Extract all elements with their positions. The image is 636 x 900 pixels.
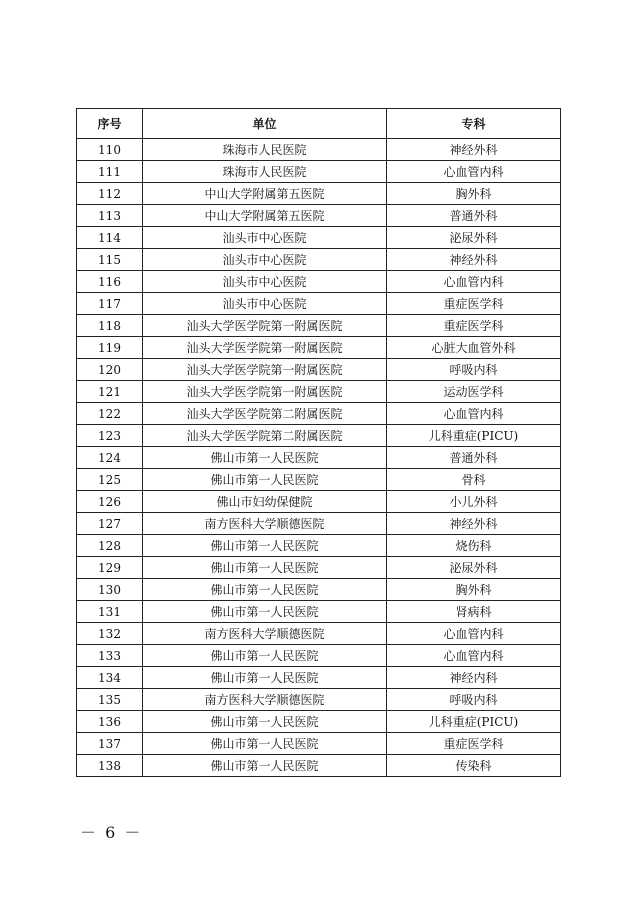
- page-number: － 6 －: [80, 823, 143, 842]
- cell-specialty: 心血管内科: [387, 645, 561, 667]
- cell-index: 130: [77, 579, 143, 601]
- cell-specialty: 心血管内科: [387, 271, 561, 293]
- cell-unit: 汕头大学医学院第一附属医院: [143, 315, 387, 337]
- cell-index: 111: [77, 161, 143, 183]
- table-row: [77, 733, 561, 755]
- cell-index: 132: [77, 623, 143, 645]
- cell-unit: 佛山市第一人民医院: [143, 601, 387, 623]
- cell-specialty: 神经内科: [387, 667, 561, 689]
- cell-index: 131: [77, 601, 143, 623]
- cell-index: 110: [77, 139, 143, 161]
- cell-specialty: 神经外科: [387, 249, 561, 271]
- cell-unit: 佛山市第一人民医院: [143, 733, 387, 755]
- cell-specialty: 泌尿外科: [387, 557, 561, 579]
- table-body: [77, 139, 561, 777]
- table-row: [77, 315, 561, 337]
- table-row: [77, 667, 561, 689]
- table-row: [77, 711, 561, 733]
- cell-unit: 汕头市中心医院: [143, 271, 387, 293]
- table-row: [77, 645, 561, 667]
- cell-specialty: 呼吸内科: [387, 359, 561, 381]
- table-row: [77, 249, 561, 271]
- cell-unit: 佛山市第一人民医院: [143, 535, 387, 557]
- table-row: [77, 381, 561, 403]
- table-row: [77, 491, 561, 513]
- specialty-table: [76, 108, 561, 777]
- table-row: [77, 601, 561, 623]
- cell-unit: 南方医科大学顺德医院: [143, 623, 387, 645]
- cell-unit: 汕头市中心医院: [143, 293, 387, 315]
- cell-specialty: 骨科: [387, 469, 561, 491]
- cell-unit: 珠海市人民医院: [143, 161, 387, 183]
- cell-specialty: 心血管内科: [387, 161, 561, 183]
- cell-index: 113: [77, 205, 143, 227]
- cell-specialty: 神经外科: [387, 513, 561, 535]
- cell-unit: 汕头市中心医院: [143, 249, 387, 271]
- cell-index: 112: [77, 183, 143, 205]
- cell-unit: 汕头大学医学院第二附属医院: [143, 403, 387, 425]
- cell-index: 133: [77, 645, 143, 667]
- table-row: [77, 755, 561, 777]
- table-row: [77, 271, 561, 293]
- cell-unit: 南方医科大学顺德医院: [143, 689, 387, 711]
- cell-specialty: 儿科重症(PICU): [387, 425, 561, 447]
- cell-specialty: 重症医学科: [387, 293, 561, 315]
- cell-specialty: 心血管内科: [387, 623, 561, 645]
- cell-specialty: 普通外科: [387, 205, 561, 227]
- cell-index: 120: [77, 359, 143, 381]
- cell-specialty: 呼吸内科: [387, 689, 561, 711]
- cell-index: 125: [77, 469, 143, 491]
- cell-index: 121: [77, 381, 143, 403]
- cell-index: 119: [77, 337, 143, 359]
- cell-unit: 中山大学附属第五医院: [143, 205, 387, 227]
- cell-specialty: 普通外科: [387, 447, 561, 469]
- cell-unit: 佛山市第一人民医院: [143, 557, 387, 579]
- cell-index: 137: [77, 733, 143, 755]
- table-row: [77, 403, 561, 425]
- cell-specialty: 泌尿外科: [387, 227, 561, 249]
- cell-unit: 汕头大学医学院第一附属医院: [143, 337, 387, 359]
- cell-index: 114: [77, 227, 143, 249]
- cell-unit: 中山大学附属第五医院: [143, 183, 387, 205]
- cell-specialty: 肾病科: [387, 601, 561, 623]
- cell-index: 128: [77, 535, 143, 557]
- cell-index: 118: [77, 315, 143, 337]
- cell-index: 136: [77, 711, 143, 733]
- cell-unit: 汕头市中心医院: [143, 227, 387, 249]
- cell-unit: 佛山市第一人民医院: [143, 469, 387, 491]
- cell-unit: 佛山市第一人民医院: [143, 667, 387, 689]
- cell-index: 115: [77, 249, 143, 271]
- cell-specialty: 胸外科: [387, 579, 561, 601]
- cell-index: 123: [77, 425, 143, 447]
- table-row: [77, 623, 561, 645]
- cell-index: 122: [77, 403, 143, 425]
- cell-specialty: 重症医学科: [387, 315, 561, 337]
- cell-index: 117: [77, 293, 143, 315]
- table-row: [77, 513, 561, 535]
- table-row: [77, 227, 561, 249]
- cell-unit: 汕头大学医学院第一附属医院: [143, 359, 387, 381]
- cell-unit: 佛山市第一人民医院: [143, 447, 387, 469]
- cell-specialty: 心脏大血管外科: [387, 337, 561, 359]
- cell-unit: 佛山市第一人民医院: [143, 579, 387, 601]
- cell-index: 129: [77, 557, 143, 579]
- cell-index: 138: [77, 755, 143, 777]
- table-row: [77, 469, 561, 491]
- cell-specialty: 运动医学科: [387, 381, 561, 403]
- table-row: [77, 535, 561, 557]
- header-unit: 单位: [143, 109, 387, 139]
- table-row: [77, 579, 561, 601]
- cell-unit: 南方医科大学顺德医院: [143, 513, 387, 535]
- table-row: [77, 359, 561, 381]
- cell-specialty: 小儿外科: [387, 491, 561, 513]
- header-specialty: 专科: [387, 109, 561, 139]
- cell-unit: 佛山市第一人民医院: [143, 755, 387, 777]
- table-row: [77, 557, 561, 579]
- cell-unit: 佛山市第一人民医院: [143, 645, 387, 667]
- cell-index: 127: [77, 513, 143, 535]
- table-row: [77, 293, 561, 315]
- table-header-row: [77, 109, 561, 139]
- cell-specialty: 胸外科: [387, 183, 561, 205]
- cell-specialty: 烧伤科: [387, 535, 561, 557]
- cell-unit: 佛山市妇幼保健院: [143, 491, 387, 513]
- cell-index: 135: [77, 689, 143, 711]
- cell-specialty: 重症医学科: [387, 733, 561, 755]
- table-row: [77, 337, 561, 359]
- table-row: [77, 161, 561, 183]
- table-row: [77, 425, 561, 447]
- cell-unit: 佛山市第一人民医院: [143, 711, 387, 733]
- cell-unit: 汕头大学医学院第一附属医院: [143, 381, 387, 403]
- cell-index: 116: [77, 271, 143, 293]
- cell-unit: 珠海市人民医院: [143, 139, 387, 161]
- cell-specialty: 儿科重症(PICU): [387, 711, 561, 733]
- table-row: [77, 139, 561, 161]
- cell-specialty: 心血管内科: [387, 403, 561, 425]
- header-index: 序号: [77, 109, 143, 139]
- cell-specialty: 神经外科: [387, 139, 561, 161]
- table-row: [77, 689, 561, 711]
- table-row: [77, 183, 561, 205]
- cell-specialty: 传染科: [387, 755, 561, 777]
- cell-index: 126: [77, 491, 143, 513]
- table-row: [77, 205, 561, 227]
- table-row: [77, 447, 561, 469]
- cell-unit: 汕头大学医学院第二附属医院: [143, 425, 387, 447]
- cell-index: 134: [77, 667, 143, 689]
- cell-index: 124: [77, 447, 143, 469]
